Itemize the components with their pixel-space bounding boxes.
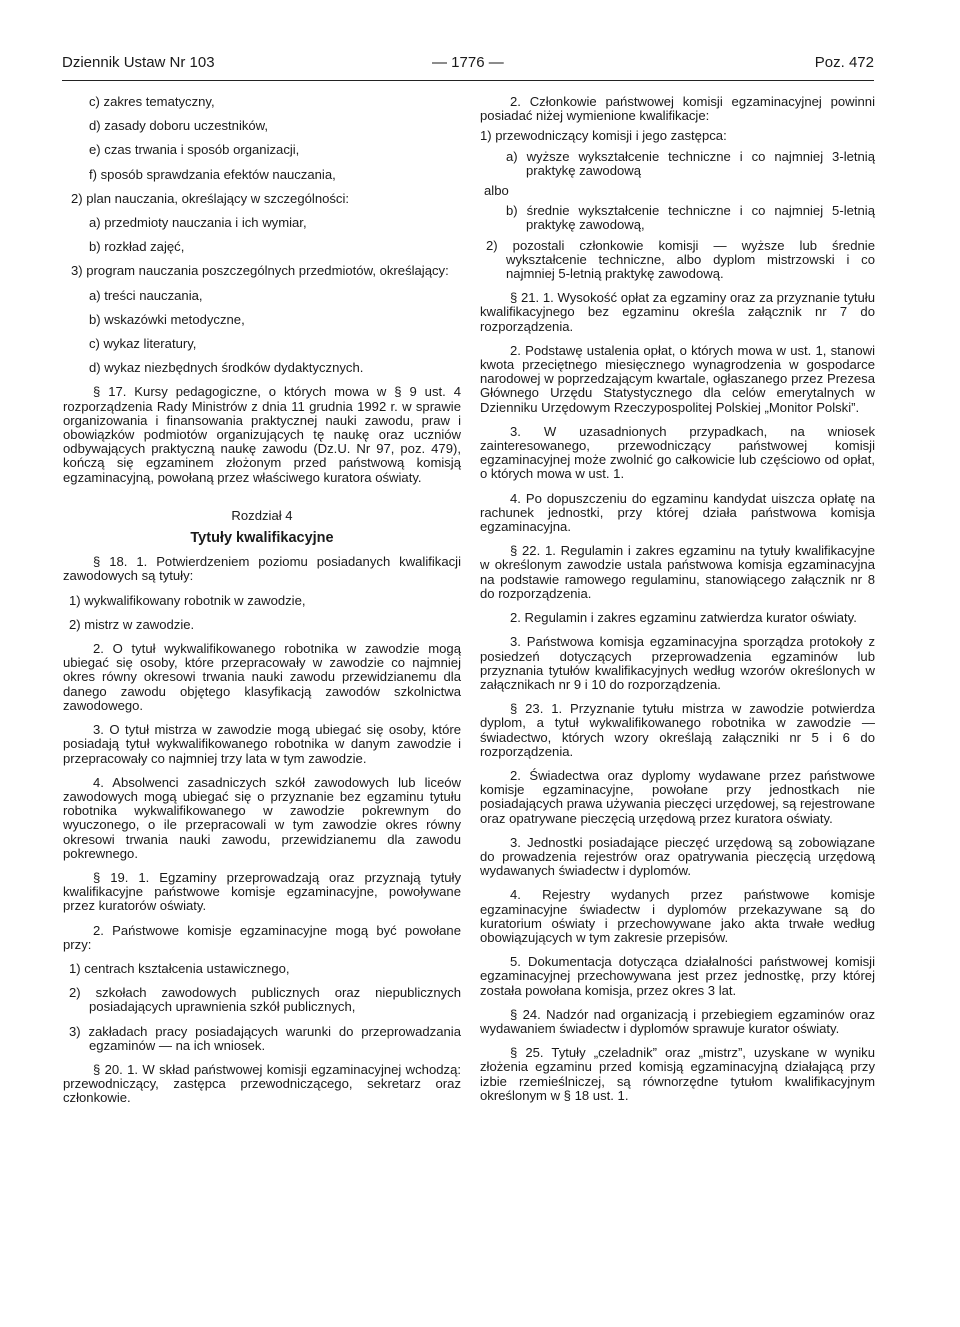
list-item: 1) wykwalifikowany robotnik w zawodzie,: [69, 592, 306, 608]
paragraph-21-4: 4. Po dopuszczeniu do egzaminu kandydat uiszcza opłatę na rachunek jednostki, przy której działa państwowa komisja egzaminacyjna.: [480, 490, 875, 535]
list-item: 1) przewodniczący komisji i jego zastępca:: [480, 128, 727, 144]
list-item: c) zakres tematyczny,: [89, 94, 215, 109]
list-item: c) wykaz literatury,: [89, 336, 197, 352]
list-item: a) treści nauczania,: [89, 287, 203, 303]
paragraph-18-3: 3. O tytuł mistrza w zawodzie mogą ubiegać się osoby, które posiadają tytuł wykwalifikowanego robotnika w danym zawodzie i przepracowały co najmniej trzy lata w tym zawodzie.: [63, 722, 461, 766]
list-item: 1) centrach kształcenia ustawicznego,: [69, 960, 290, 976]
list-item: f) sposób sprawdzania efektów nauczania,: [89, 166, 336, 182]
page-number: — 1776 —: [432, 54, 504, 71]
paragraph-23-1: § 23. 1. Przyznanie tytułu mistrza w zawodzie potwierdza dyplom, a tytuł wykwalifikowanego robotnika w zawodzie — świadectwo, których wzory określają załączniki nr 5 i 6 do rozporządzenia.: [480, 701, 875, 759]
paragraph-23-4: 4. Rejestry wydanych przez państwowe komisje egzaminacyjne świadectw i dyplomów przekazywane są do kuratorium oświaty i przechowywane jako akta trwałe według obowiązujących w tym zakresie przepisów.: [480, 887, 875, 945]
paragraph-23-2: 2. Świadectwa oraz dyplomy wydawane przez państwowe komisje egzaminacyjne, powołane przy jednostkach nie posiadających prawa używania pieczęci urzędowej, są rejestrowane oraz opatrywane pieczęcią urzędową przez kuratora oświaty.: [480, 767, 875, 826]
list-item: b) średnie wykształcenie techniczne i co najmniej 5-letnią praktykę zawodową,: [506, 203, 875, 233]
list-item: d) zasady doboru uczestników,: [89, 118, 269, 134]
list-item: 2) mistrz w zawodzie.: [69, 616, 195, 632]
list-item: 2) plan nauczania, określający w szczególności:: [71, 190, 350, 206]
paragraph-20-1: § 20. 1. W skład państwowej komisji egzaminacyjnej wchodzą: przewodniczący, zastępca przewodniczącego, sekretarz oraz członkowie.: [63, 1061, 461, 1106]
paragraph-19-1: § 19. 1. Egzaminy przeprowadzają oraz przyznają tytuły kwalifikacyjne państwowe komisje egzaminacyjne, powoływane przez kuratorów oświaty.: [63, 869, 461, 914]
list-item: d) wykaz niezbędnych środków dydaktycznych.: [89, 360, 364, 376]
list-item: 3) zakładach pracy posiadających warunki do przeprowadzania egzaminów — na ich wniosek.: [69, 1023, 461, 1053]
paragraph-23-5: 5. Dokumentacja dotycząca działalności państwowej komisji egzaminacyjnej przechowywana jest przez jednostkę, przy której została powołana komisja, przez okres 3 lat.: [480, 954, 875, 998]
page-header: [62, 54, 874, 78]
list-item: a) wyższe wykształcenie techniczne i co najmniej 3-letnią praktykę zawodową: [506, 148, 875, 178]
journal-title: Dziennik Ustaw Nr 103: [62, 54, 215, 71]
conjunction-text: albo: [484, 183, 509, 199]
chapter-number: Rozdział 4: [231, 507, 293, 523]
right-column: [480, 95, 875, 1103]
list-item: b) wskazówki metodyczne,: [89, 311, 245, 327]
paragraph-25: § 25. Tytuły „czeladnik” oraz „mistrz”, uzyskane w wyniku złożenia egzaminu przed komisją egzaminacyjną działającą przy izbie rzemieślniczej, są równorzędne tytułom kwalifikacyjnym określonym w § 18 ust. 1.: [480, 1045, 875, 1103]
paragraph-17: § 17. Kursy pedagogiczne, o których mowa w § 9 ust. 4 rozporządzenia Rady Ministrów z dnia 11 grudnia 1992 r. w sprawie organizowania i finansowania praktycznej nauki zawodu, praw i obowiązków podmiotów organizujących tę naukę oraz uczniów odbywających praktyczną naukę zawodu (Dz.U. Nr 97, poz. 479), kończą się egzaminem złożonym przed państwową komisją egzaminacyjną, powołaną przez właściwego kuratora oświaty.: [63, 384, 461, 485]
paragraph-21-2: 2. Podstawę ustalenia opłat, o których mowa w ust. 1, stanowi kwota przeciętnego miesięcznego wynagrodzenia w gospodarce narodowej w poprzedzającym kwartale, ogłaszanego przez Prezesa Głównego Urzędu Statystycznego dla celów emerytalnych w Dzienniku Urzędowym Rzeczypospolitej Polskiej „Monitor Polski”.: [480, 342, 875, 415]
list-item: 3) program nauczania poszczególnych przedmiotów, określający:: [71, 263, 449, 279]
list-item: 2) szkołach zawodowych publicznych oraz niepublicznych posiadających uprawnienia szkół publicznych,: [69, 985, 461, 1015]
position-number: Poz. 472: [814, 54, 874, 71]
header-rule: [62, 80, 874, 81]
paragraph-21-1: § 21. 1. Wysokość opłat za egzaminy oraz za przyznanie tytułu kwalifikacyjnego bez egzaminu określa załącznik nr 7 do rozporządzenia.: [480, 290, 875, 334]
paragraph-24: § 24. Nadzór nad organizacją i przebiegiem egzaminów oraz wydawaniem świadectw i dyplomów sprawuje kurator oświaty.: [480, 1006, 875, 1036]
paragraph-18-1: § 18. 1. Potwierdzeniem poziomu posiadanych kwalifikacji zawodowych są tytuły:: [63, 554, 461, 584]
paragraph-22-3: 3. Państwowa komisja egzaminacyjna sporządza protokoły z posiedzeń dotyczących przeprowadzenia egzaminów lub przyznania tytułów kwalifikacyjnych według wzorów określonych w załącznikach nr 9 i 10 do rozporządzenia.: [480, 634, 875, 692]
chapter-title: Tytuły kwalifikacyjne: [190, 530, 334, 547]
paragraph-23-3: 3. Jednostki posiadające pieczęć urzędową są zobowiązane do prowadzenia rejestrów oraz opatrywania pieczęcią urzędową wydawanych świadectw i dyplomów.: [480, 834, 875, 879]
list-item: e) czas trwania i sposób organizacji,: [89, 142, 300, 158]
paragraph-19-2: 2. Państwowe komisje egzaminacyjne mogą być powołane przy:: [63, 922, 461, 952]
left-column: [63, 95, 461, 1106]
paragraph-22-2: 2. Regulamin i zakres egzaminu zatwierdza kurator oświaty.: [510, 610, 857, 626]
list-item: b) rozkład zajęć,: [89, 239, 185, 255]
list-item: 2) pozostali członkowie komisji — wyższe lub średnie wykształcenie techniczne, albo dyplom mistrzowski i co najmniej 5-letnią praktykę zawodową.: [486, 237, 875, 282]
paragraph-18-2: 2. O tytuł wykwalifikowanego robotnika w zawodzie mogą ubiegać się osoby, które przepracowały w zawodzie co najmniej okres równy okresowi trwania nauki zawodu przewidzianemu dla danego zawodu objętego klasyfikacją zawodów szkolnictwa zawodowego.: [63, 641, 461, 713]
paragraph-20-2: 2. Członkowie państwowej komisji egzaminacyjnej powinni posiadać niżej wymienione kwalifikacje:: [480, 94, 875, 124]
paragraph-21-3: 3. W uzasadnionych przypadkach, na wniosek zainteresowanego, przewodniczący państwowej komisji egzaminacyjnej może zwolnić go całkowicie lub częściowo od opłat, o których mowa w ust. 1.: [480, 423, 875, 482]
paragraph-18-4: 4. Absolwenci zasadniczych szkół zawodowych lub liceów zawodowych mogą ubiegać się o przyznanie bez egzaminu tytułu robotnika wykwalifikowanego w zawodzie pokrewnym do wyuczonego, o ile przepracowali w tym zawodzie okres równy okresowi trwania nauki zawodu, przewidzianemu dla zawodu pokrewnego.: [63, 774, 461, 861]
paragraph-22-1: § 22. 1. Regulamin i zakres egzaminu na tytuły kwalifikacyjne w określonym zawodzie ustala państwowa komisja egzaminacyjna na podstawie ramowego regulaminu, stanowiącego załącznik nr 8 do rozporządzenia.: [480, 543, 875, 601]
list-item: a) przedmioty nauczania i ich wymiar,: [89, 215, 307, 231]
